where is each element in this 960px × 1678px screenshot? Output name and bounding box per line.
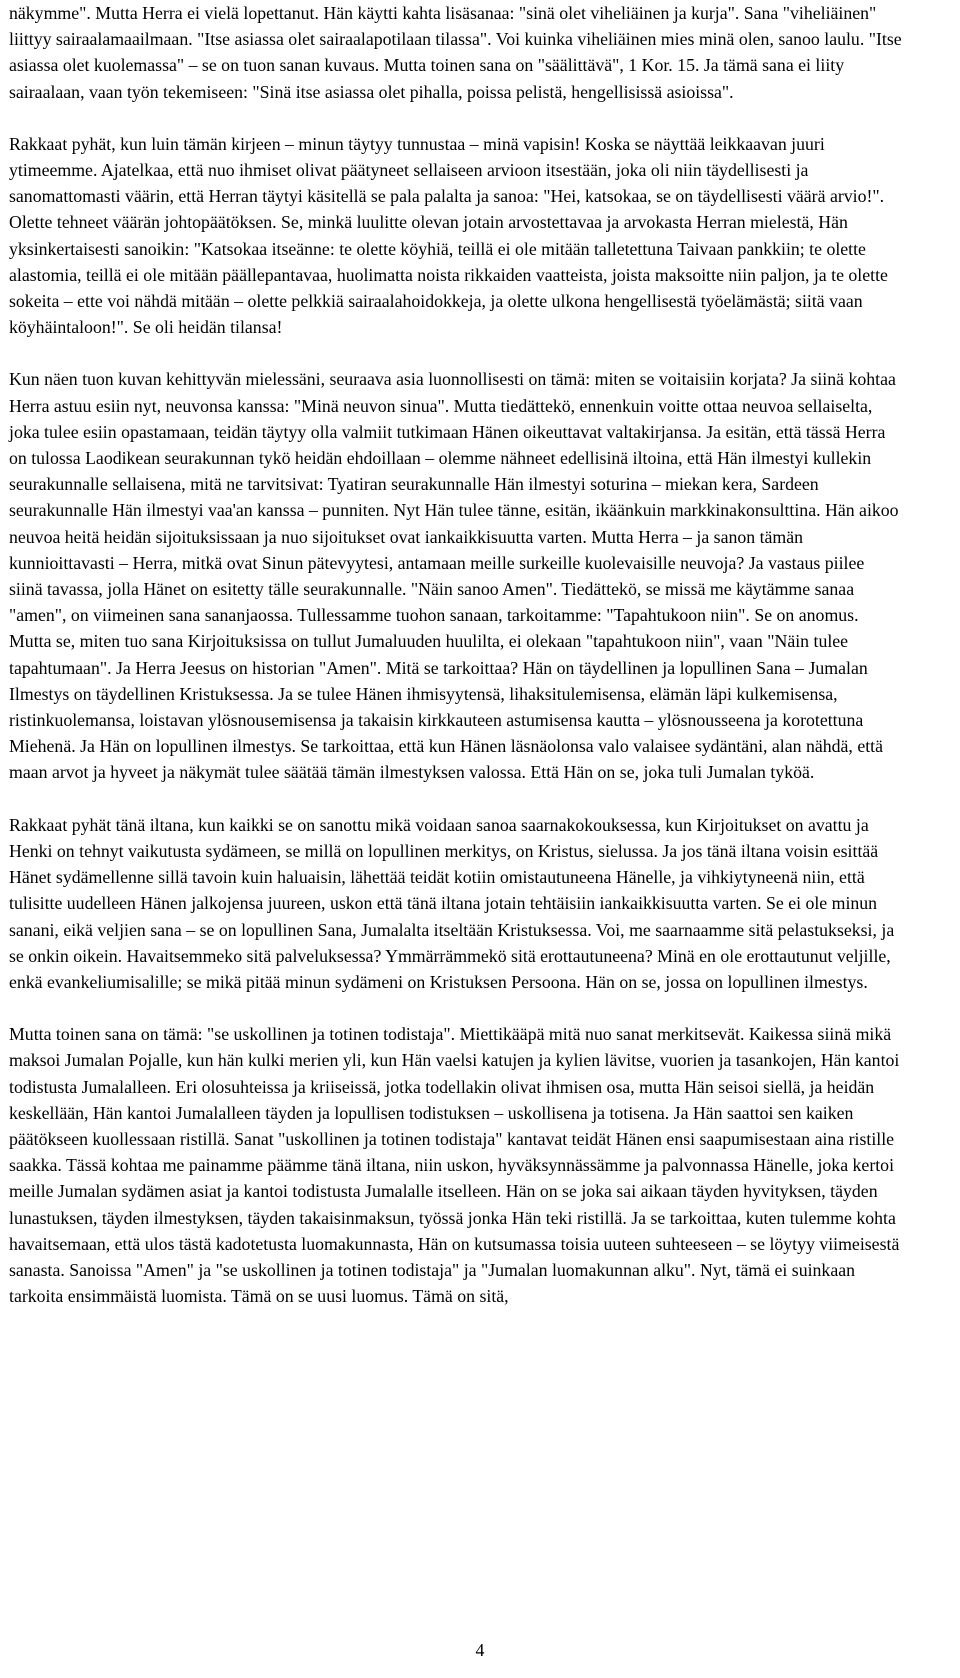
paragraph-2: Rakkaat pyhät, kun luin tämän kirjeen – minun täytyy tunnustaa – minä vapisin! Koska se näyttää leikkaavan juuri ytimeemme. Ajatelkaa, että nuo ihmiset olivat päätyneet sellaiseen arvioon itsestään, joka oli niin täydellisesti ja sanomattomasti väärin, että Herran täytyi käsitellä se pala palalta ja sanoa: "Hei, katsokaa, se on täydellisesti väärä arvio!". Olette tehneet väärän johtopäätöksen. Se, minkä luulitte olevan jotain arvostettavaa ja arvokasta Herran mielestä, Hän yksinkertaisesti sanoikin: "Katsokaa itseänne: te olette köyhiä, teillä ei ole mitään talletettuna Taivaan pankkiin; te olette alastomia, teillä ei ole mitään päällepantavaa, huolimatta noista rikkaiden vaatteista, joista maksoitte niin paljon, ja te olette sokeita – ette voi nähdä mitään – olette pelkkiä sairaalahoidokkeja, ja olette ulkona hengellisestä työelämästä; siitä vaan köyhäintaloon!". Se oli heidän tilansa! (9, 133, 888, 338)
paragraph-gap (9, 995, 902, 1021)
paragraph-gap (9, 105, 902, 131)
paragraph-4: Rakkaat pyhät tänä iltana, kun kaikki se on sanottu mikä voidaan sanoa saarnakokouksessa, kun Kirjoitukset on avattu ja Henki on tehnyt vaikutusta sydämeen, se millä on lopullinen merkitys, on Kristus, sielussa. Ja jos tänä iltana voisin esittää Hänet sydämellenne sillä tavoin kuin haluaisin, lähettää teidät kotiin omistautuneena Hänelle, ja vihkiytyneenä niin, että tulisitte uudelleen Hänen jalkojensa juureen, uskon että tänä iltana jotain tehtäisiin iankaikkisuutta varten. Se ei ole minun sanani, eikä veljien sana – se on lopullinen Sana, Jumalalta itseltään Kristuksessa. Voi, me saarnaamme sitä pelastukseksi, ja se onkin oikein. Havaitsemmeko sitä palveluksessa? Ymmärrämmekö sitä erottautuneena? Minä en ole erottautunut veljille, enkä evankeliumisalille; se mikä pitää minun sydämeni on Kristuksen Persoona. Hän on se, jossa on lopullinen ilmestys. (9, 814, 895, 992)
paragraph-3: Kun näen tuon kuvan kehittyvän mielessäni, seuraava asia luonnollisesti on tämä: miten se voitaisiin korjata? Ja siinä kohtaa Herra astuu esiin nyt, neuvonsa kanssa: "Minä neuvon sinua". Mutta tiedättekö, ennenkuin voitte ottaa neuvoa sellaiselta, joka tulee esiin opastamaan, teidän täytyy olla valmiit tutkimaan Hänen oikeuttavat valtakirjansa. Ja esitän, että tässä Herra on tulossa Laodikean seurakunnan tykö heidän ehdoillaan – olemme nähneet edellisinä iltoina, että Hän ilmestyi kullekin seurakunnalle sellaisena, mitä ne tarvitsivat: Tyatiran seurakunnalle Hän ilmestyi soturina – miekan kera, Sardeen seurakunnalle Hän ilmestyi vaa'an kanssa – punniten. Nyt Hän tulee tänne, esitän, ikäänkuin markkinakonsulttina. Hän aikoo neuvoa heitä heidän sijoituksissaan ja nuo sijoitukset ovat iankaikkisuutta varten. Mutta Herra – ja sanon tämän kunnioittavasti – Herra, mitkä ovat Sinun pätevyytesi, antamaan meille surkeille kuolevaisille neuvoja? Ja vastaus piilee siinä tavassa, jolla Hänet on esitetty tälle seurakunnalle. "Näin sanoo Amen". Tiedättekö, se missä me käytämme sanaa "amen", on viimeinen sana sananjaossa. Tullessamme tuohon sanaan, tarkoitamme: "Tapahtukoon niin". Se on anomus. Mutta se, miten tuo sana Kirjoituksissa on tullut Jumaluuden huulilta, ei olekaan "tapahtukoon niin", vaan "Näin tulee tapahtumaan". Ja Herra Jeesus on historian "Amen". Mitä se tarkoittaa? Hän on täydellinen ja lopullinen Sana – Jumalan Ilmestys on täydellinen Kristuksessa. Ja se tulee Hänen ihmisyytensä, lihaksitulemisensa, elämän läpi kulkemisensa, ristinkuolemansa, loistavan ylösnousemisensa ja takaisin kirkkauteen astumisensa kautta – ylösnousseena ja korotettuna Miehenä. Ja Hän on lopullinen ilmestys. Se tarkoittaa, että kun Hänen läsnäolonsa valo valaisee sydäntäni, alan nähdä, että maan arvot ja hyveet ja näkymät tulee säätää tämän ilmestyksen valossa. Että Hän on se, joka tuli Jumalan tyköä. (9, 369, 899, 783)
page-number: 4 (475, 1640, 485, 1660)
paragraph-gap (9, 340, 902, 366)
paragraph-5: Mutta toinen sana on tämä: "se uskollinen ja totinen todistaja". Miettikääpä mitä nuo sanat merkitsevät. Kaikessa siinä mikä maksoi Jumalan Pojalle, kun hän kulki merien yli, kun Hän vaelsi katujen ja kylien lävitse, vuorien ja tasankojen, Hän kantoi todistusta Jumalalleen. Eri olosuhteissa ja kriiseissä, jotka todellakin olivat ihmisen osa, mutta Hän seisoi siellä, ja heidän keskellään, Hän kantoi Jumalalleen täyden ja lopullisen todistuksen – uskollisena ja totisena. Ja Hän saattoi sen kaiken päätökseen kuollessaan ristillä. Sanat "uskollinen ja totinen todistaja" kantavat teidät Hänen ensi saapumisestaan aina ristille saakka. Tässä kohtaa me painamme päämme tänä iltana, niin uskon, hyväksynnässämme ja palvonnassa Hänelle, joka kertoi meille Jumalan sydämen asiat ja kantoi todistusta Jumalalle itselleen. Hän on se joka sai aikaan täyden hyvityksen, täyden lunastuksen, täyden ilmestyksen, täyden takaisinmaksun, työssä jonka Hän teki ristillä. Ja se tarkoittaa, kuten tulemme kohta havaitsemaan, että ulos tästä kadotetusta luomakunnasta, Hän on kutsumassa toisia uuteen suhteeseen – se löytyy viimeisestä sanasta. Sanoissa "Amen" ja "se uskollinen ja totinen todistaja" ja "Jumalan luomakunnan alku". Nyt, tämä ei suinkaan tarkoita ensimmäistä luomista. Tämä on se uusi luomus. Tämä on sitä, (9, 1024, 900, 1307)
paragraph-gap (9, 786, 902, 812)
paragraph-1: näkymme". Mutta Herra ei vielä lopettanut. Hän käytti kahta lisäsanaa: "sinä olet viheliäinen ja kurja". Sana "viheliäinen" liittyy sairaalamaailmaan. "Itse asiassa olet sairaalapotilaan tilassa". Voi kuinka viheliäinen mies minä olen, sanoo laulu. "Itse asiassa olet kuolemassa" – se on tuon sanan kuvaus. Mutta toinen sana on "säälittävä", 1 Kor. 15. Ja tämä sana ei liity sairaalaan, vaan työn tekemiseen: "Sinä itse asiassa olet pihalla, poissa pelistä, hengellisissä asioissa". (9, 3, 902, 102)
